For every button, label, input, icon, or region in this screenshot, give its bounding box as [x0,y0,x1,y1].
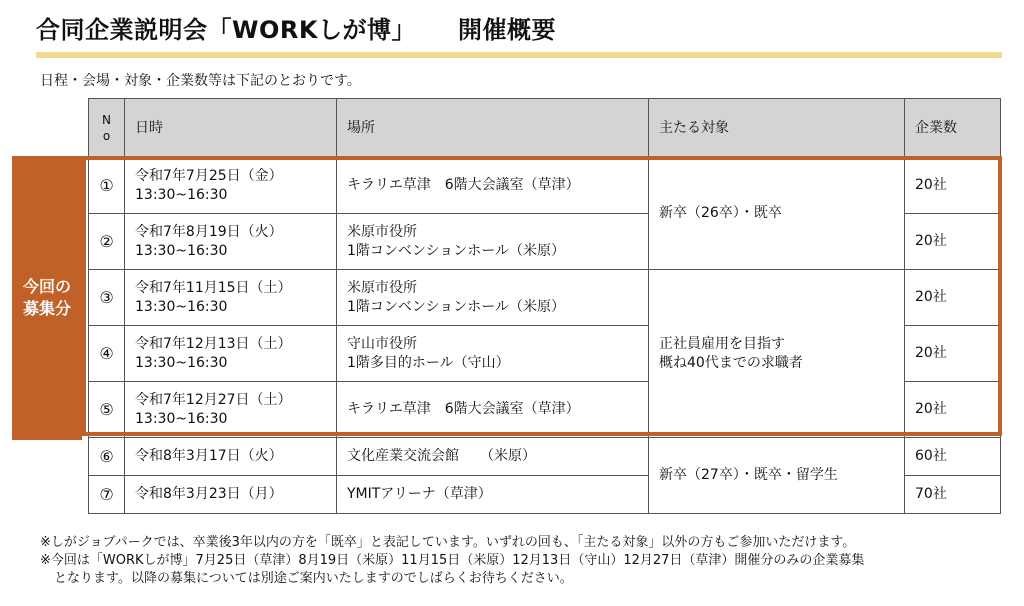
row-number: ④ [89,326,125,382]
schedule-table [88,98,1001,514]
row-venue: YMITアリーナ（草津） [337,476,649,514]
row-venue: キラリエ草津 6階大会議室（草津） [337,158,649,214]
target-group-1: 新卒（26卒）・既卒 [649,158,905,270]
header-venue: 場所 [337,99,649,158]
current-recruitment-label: 今回の 募集分 [12,156,82,440]
header-count: 企業数 [905,99,1001,158]
row-number: ③ [89,270,125,326]
row-count: 20社 [905,270,1001,326]
row-date: 令和7年12月27日（土） 13:30~16:30 [125,382,337,438]
row-number: ⑦ [89,476,125,514]
row-number: ② [89,214,125,270]
page-title [36,10,556,45]
row-count: 20社 [905,214,1001,270]
title-underline [36,52,1002,58]
row-count: 60社 [905,438,1001,476]
page-title-sub: 開催概要 [457,16,556,44]
row-venue: キラリエ草津 6階大会議室（草津） [337,382,649,438]
row-venue: 米原市役所 1階コンベンションホール（米原） [337,214,649,270]
intro-text: 日程・会場・対象・企業数等は下記のとおりです。 [40,73,361,89]
row-date: 令和7年11月15日（土） 13:30~16:30 [125,270,337,326]
header-date: 日時 [125,99,337,158]
row-date: 令和8年3月17日（火） [125,438,337,476]
footnotes [40,534,864,588]
target-group-2: 正社員雇用を目指す 概ね40代までの求職者 [649,270,905,438]
row-date: 令和7年12月13日（土） 13:30~16:30 [125,326,337,382]
row-count: 20社 [905,326,1001,382]
table-header-row [89,99,1001,158]
row-date: 令和8年3月23日（月） [125,476,337,514]
table-row [89,270,1001,326]
table-row [89,158,1001,214]
row-number: ① [89,158,125,214]
row-venue: 文化産業交流会館 （米原） [337,438,649,476]
header-no: N o [89,99,125,158]
target-group-3: 新卒（27卒）・既卒・留学生 [649,438,905,514]
footnote-2-line-1: ※今回は「WORKしが博」7月25日（草津）8月19日（米原）11月15日（米原）12月13日（守山）12月27日（草津）開催分のみの企業募集 [40,553,865,568]
table-row [89,438,1001,476]
footnote-2-line-2: となります。以降の募集については別途ご案内いたしますのでしばらくお待ちください。 [54,571,573,586]
row-number: ⑥ [89,438,125,476]
row-date: 令和7年7月25日（金） 13:30~16:30 [125,158,337,214]
row-count: 70社 [905,476,1001,514]
row-date: 令和7年8月19日（火） 13:30~16:30 [125,214,337,270]
row-count: 20社 [905,382,1001,438]
row-venue: 米原市役所 1階コンベンションホール（米原） [337,270,649,326]
page-title-main: 合同企業説明会「WORKしが博」 [36,16,416,44]
footnote-1: ※しがジョブパークでは、卒業後3年以内の方を「既卒」と表記しています。いずれの回も、「主たる対象」以外の方もご参加いただけます。 [40,535,856,550]
row-venue: 守山市役所 1階多目的ホール（守山） [337,326,649,382]
row-count: 20社 [905,158,1001,214]
row-number: ⑤ [89,382,125,438]
header-target: 主たる対象 [649,99,905,158]
